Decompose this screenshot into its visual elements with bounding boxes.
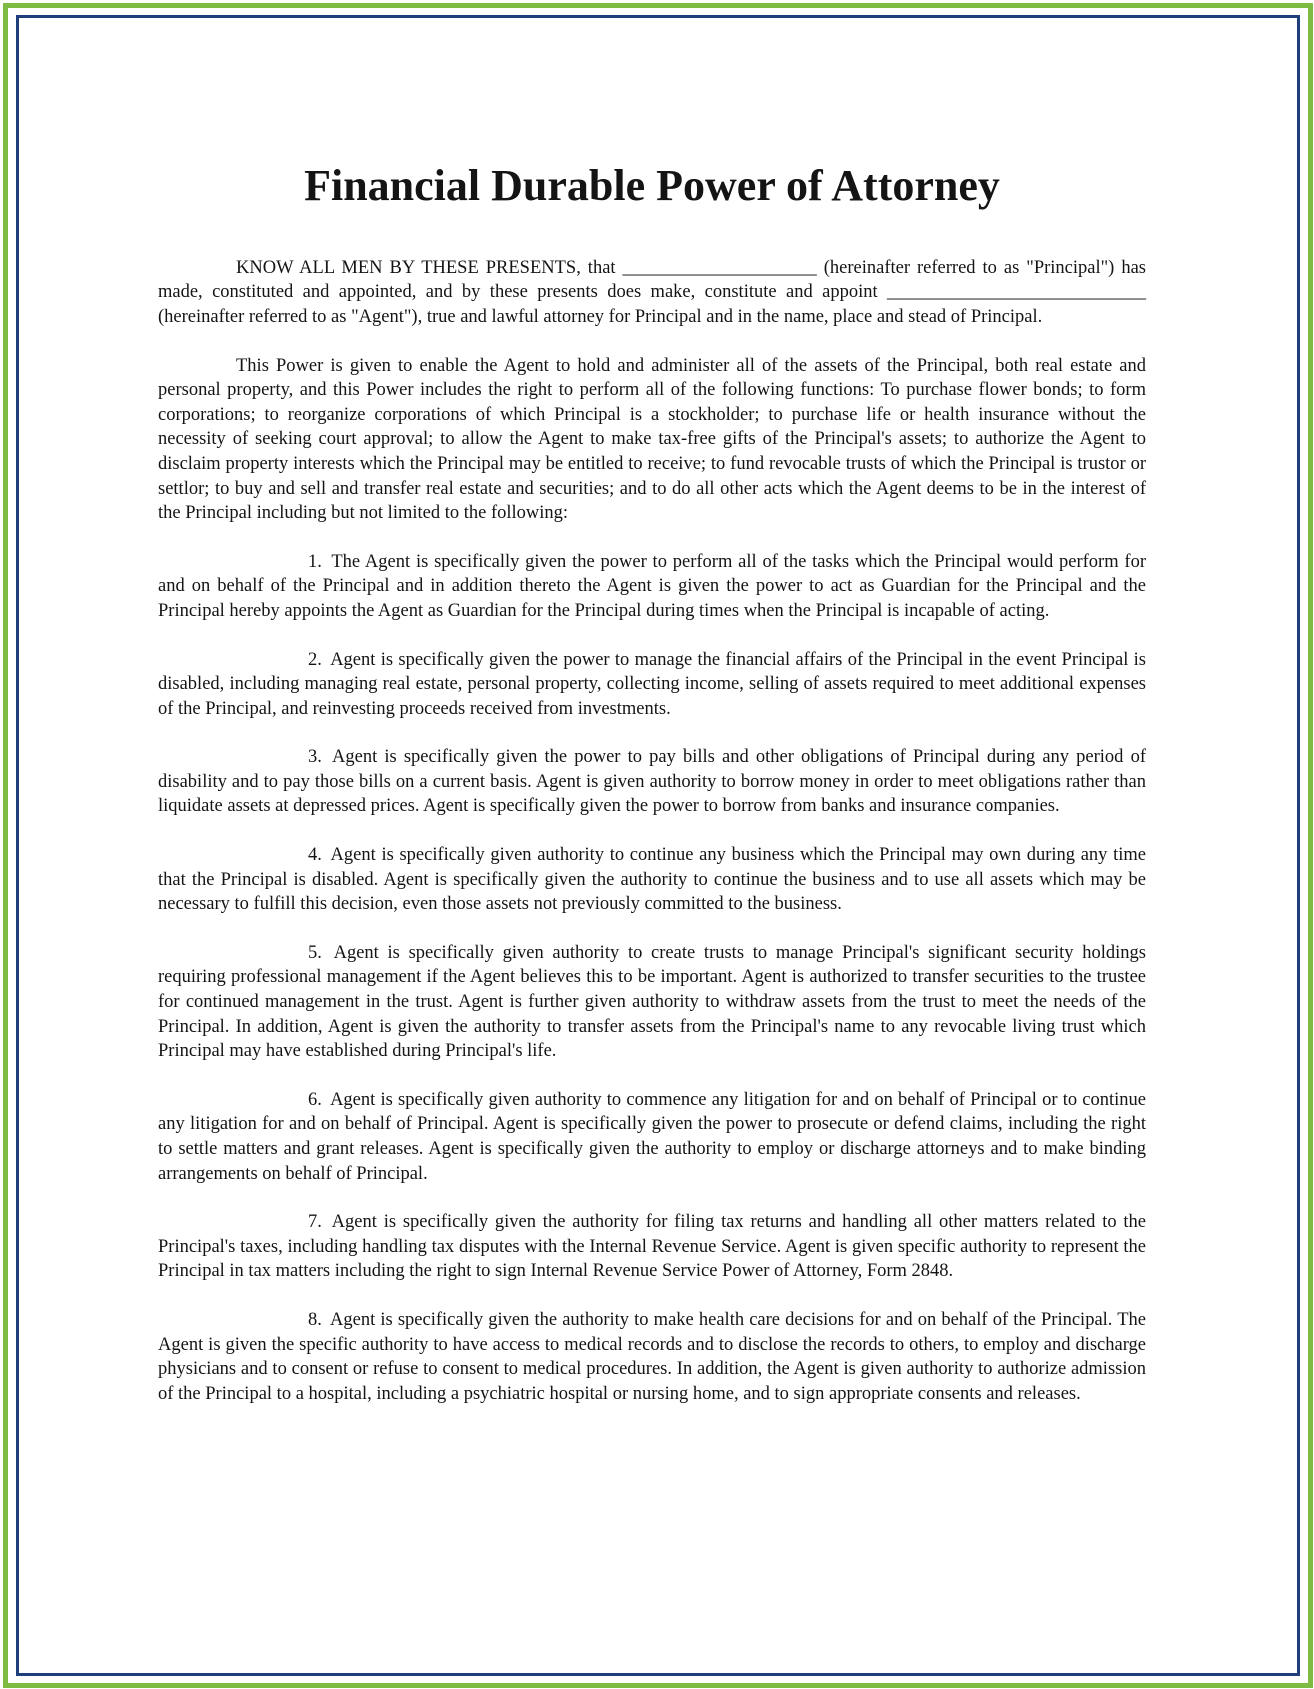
numbered-paragraph-7 <box>158 1210 1146 1284</box>
numbered-paragraph-1 <box>158 550 1146 624</box>
document-title: Financial Durable Power of Attorney <box>304 161 1000 210</box>
paragraph-number: 1. <box>308 551 322 572</box>
paragraph-text: Agent is specifically given the authority to make health care decisions for and on behalf of the Principal. The Agent is given the specific authority to have access to medical records and to disclose the records to others, to employ and discharge physicians and to consent or refuse to consent to medical procedures. In addition, the Agent is given authority to authorize admission of the Principal to a hospital, including a psychiatric hospital or nursing home, and to sign appropriate consents and releases. <box>158 1309 1146 1404</box>
document-page <box>158 160 1146 1430</box>
paragraph-number: 6. <box>308 1089 322 1110</box>
paragraph-number: 7. <box>308 1212 322 1233</box>
paragraph-text: Agent is specifically given authority to commence any litigation for and on behalf of Principal or to continue any litigation for and on behalf of Principal. Agent is specifically given the power to prosecute or defend claims, including the right to settle matters and grant releases. Agent is specifically given the authority to employ or discharge attorneys and to make binding arrangements on behalf of Principal. <box>158 1089 1146 1184</box>
paragraph-number: 3. <box>308 747 322 768</box>
paragraph-text: Agent is specifically given authority to create trusts to manage Principal's significant security holdings requiring professional management if the Agent believes this to be important. Agent is authorized to transfer securities to the trustee for continued management in the trust. Agent is further given authority to withdraw assets from the trust to meet the needs of the Principal. In addition, Agent is given the authority to transfer assets from the Principal's name to any revocable living trust which Principal may have established during Principal's life. <box>158 942 1147 1062</box>
paragraph-text: Agent is specifically given the power to pay bills and other obligations of Principal during any period of disability and to pay those bills on a current basis. Agent is given authority to borrow money in order to meet obligations rather than liquidate assets at depressed prices. Agent is specifically given the power to borrow from banks and insurance companies. <box>158 747 1146 817</box>
paragraph-text: Agent is specifically given the authority for filing tax returns and handling all other matters related to the Principal's taxes, including handling tax disputes with the Internal Revenue Service. Agent is given specific authority to represent the Principal in tax matters including the right to sign Internal Revenue Service Power of Attorney, Form 2848. <box>158 1212 1147 1282</box>
paragraph-number: 8. <box>308 1309 322 1330</box>
paragraph-number: 4. <box>308 845 322 866</box>
paragraph-text: The Agent is specifically given the power to perform all of the tasks which the Principal would perform for and on behalf of the Principal and in addition thereto the Agent is given the power to act as Guardian for the Principal and the Principal hereby appoints the Agent as Guardian for the Principal during times when the Principal is incapable of acting. <box>158 551 1146 621</box>
numbered-paragraph-2 <box>158 648 1146 722</box>
intro-paragraph-appointment: KNOW ALL MEN BY THESE PRESENTS, that _____________________ (hereinafter referred to as "Principal") has made, constituted and appointed, and by these presents does make, constitute and appoint ____________________________ (hereinafter referred to as "Agent"), true and lawful attorney for Principal and in the name, place and stead of Principal. <box>158 257 1146 327</box>
paragraph-number: 5. <box>308 942 322 963</box>
numbered-paragraph-8 <box>158 1308 1146 1406</box>
numbered-paragraph-3 <box>158 745 1146 819</box>
intro-paragraph-powers: This Power is given to enable the Agent to hold and administer all of the assets of the Principal, both real estate and personal property, and this Power includes the right to perform all of the following functions: To purchase flower bonds; to form corporations; to reorganize corporations of which Principal is a stockholder; to purchase life or health insurance without the necessity of seeking court approval; to allow the Agent to make tax-free gifts of the Principal's assets; to authorize the Agent to disclaim property interests which the Principal may be entitled to receive; to fund revocable trusts of which the Principal is trustor or settlor; to buy and sell and transfer real estate and securities; and to do all other acts which the Agent deems to be in the interest of the Principal including but not limited to the following: <box>158 355 1146 524</box>
numbered-paragraph-5 <box>158 941 1146 1064</box>
numbered-paragraph-6 <box>158 1088 1146 1186</box>
paragraph-text: Agent is specifically given authority to continue any business which the Principal may own during any time that the Principal is disabled. Agent is specifically given the authority to continue the business and to use all assets which may be necessary to fulfill this decision, even those assets not previously committed to the business. <box>158 845 1146 915</box>
paragraph-text: Agent is specifically given the power to manage the financial affairs of the Principal in the event Principal is disabled, including managing real estate, personal property, collecting income, selling of assets required to meet additional expenses of the Principal, and reinvesting proceeds received from investments. <box>158 649 1146 719</box>
numbered-paragraph-4 <box>158 843 1146 917</box>
paragraph-number: 2. <box>308 649 322 670</box>
